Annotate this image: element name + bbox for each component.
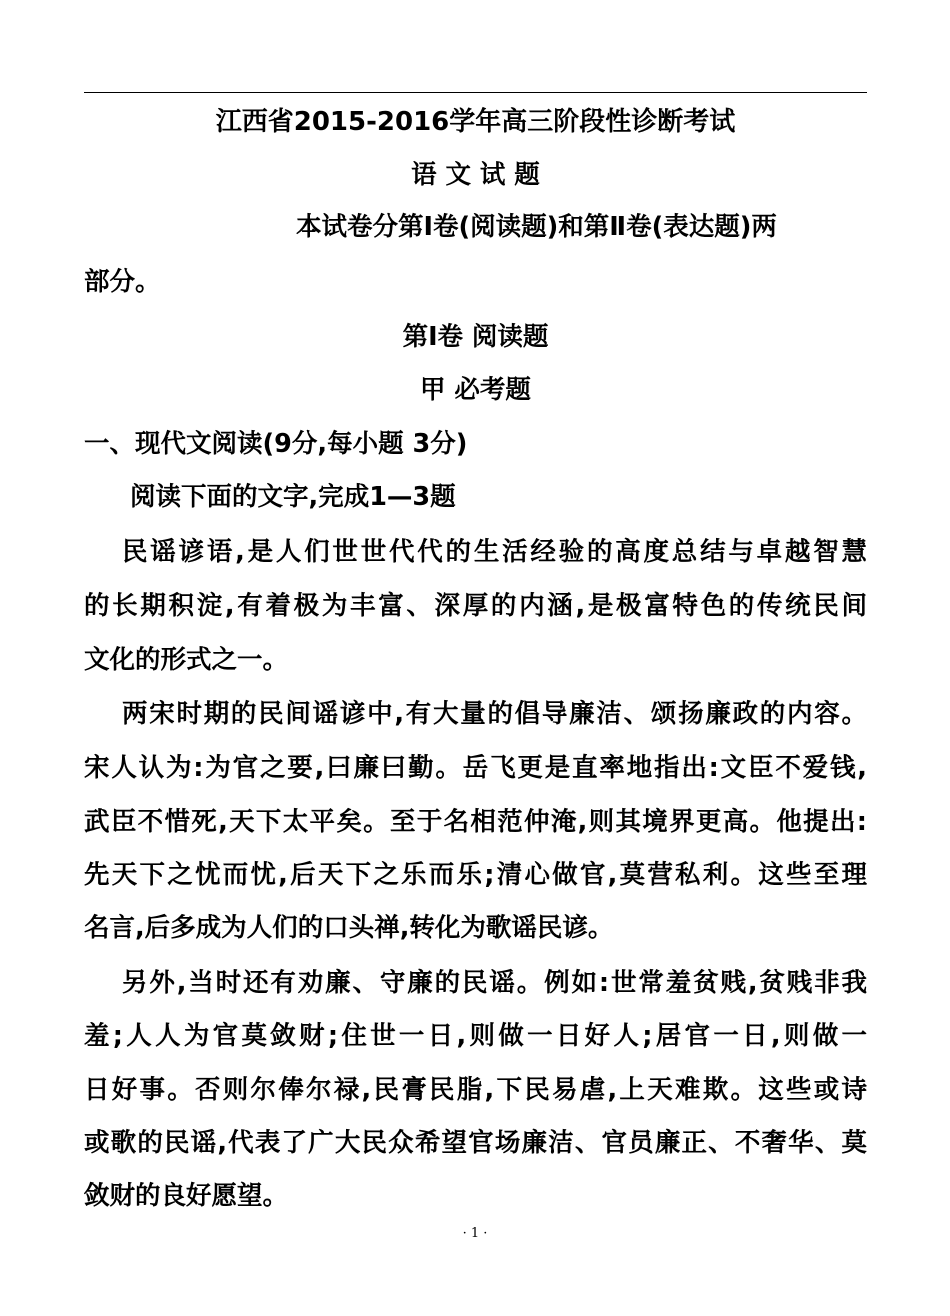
page-number: · 1 · xyxy=(462,1226,488,1241)
exam-title: 江西省2015-2016学年高三阶段性诊断考试 xyxy=(215,107,736,137)
exam-subtitle: 语 文 试 题 xyxy=(411,160,540,190)
paragraph-2-line-4: 先天下之忧而忧,后天下之乐而乐;清心做官,莫营私利。这些至理 xyxy=(84,860,867,890)
paragraph-3-line-1: 另外,当时还有劝廉、守廉的民谣。例如:世常羞贫贱,贫贱非我 xyxy=(122,968,867,998)
paragraph-3-line-3: 日好事。否则尔俸尔禄,民膏民脂,下民易虐,上天难欺。这些或诗 xyxy=(84,1075,867,1105)
paragraph-2-line-3: 武臣不惜死,天下太平矣。至于名相范仲淹,则其境界更高。他提出: xyxy=(84,807,867,837)
paragraph-3-line-5: 敛财的良好愿望。 xyxy=(84,1181,289,1211)
volume-subheading: 甲 必考题 xyxy=(420,375,531,405)
paragraph-2-line-2: 宋人认为:为官之要,曰廉曰勤。岳飞更是直率地指出:文臣不爱钱, xyxy=(84,753,867,783)
section-instruction: 阅读下面的文字,完成1—3题 xyxy=(130,482,456,512)
intro-line-1: 本试卷分第Ⅰ卷(阅读题)和第Ⅱ卷(表达题)两 xyxy=(296,212,777,242)
paragraph-1-line-3: 文化的形式之一。 xyxy=(84,645,289,675)
header-rule xyxy=(84,92,867,93)
volume-heading: 第Ⅰ卷 阅读题 xyxy=(402,322,549,352)
section-heading: 一、现代文阅读(9分,每小题 3分) xyxy=(84,429,468,459)
paragraph-2-line-1: 两宋时期的民间谣谚中,有大量的倡导廉洁、颂扬廉政的内容。 xyxy=(122,699,867,729)
paragraph-1-line-2: 的长期积淀,有着极为丰富、深厚的内涵,是极富特色的传统民间 xyxy=(84,591,867,621)
paragraph-3-line-4: 或歌的民谣,代表了广大民众希望官场廉洁、官员廉正、不奢华、莫 xyxy=(84,1128,867,1158)
paragraph-2-line-5: 名言,后多成为人们的口头禅,转化为歌谣民谚。 xyxy=(84,913,614,943)
paragraph-1-line-1: 民谣谚语,是人们世世代代的生活经验的高度总结与卓越智慧 xyxy=(122,537,867,567)
intro-line-2: 部分。 xyxy=(84,267,161,297)
paragraph-3-line-2: 羞;人人为官莫敛财;住世一日,则做一日好人;居官一日,则做一 xyxy=(84,1021,867,1051)
